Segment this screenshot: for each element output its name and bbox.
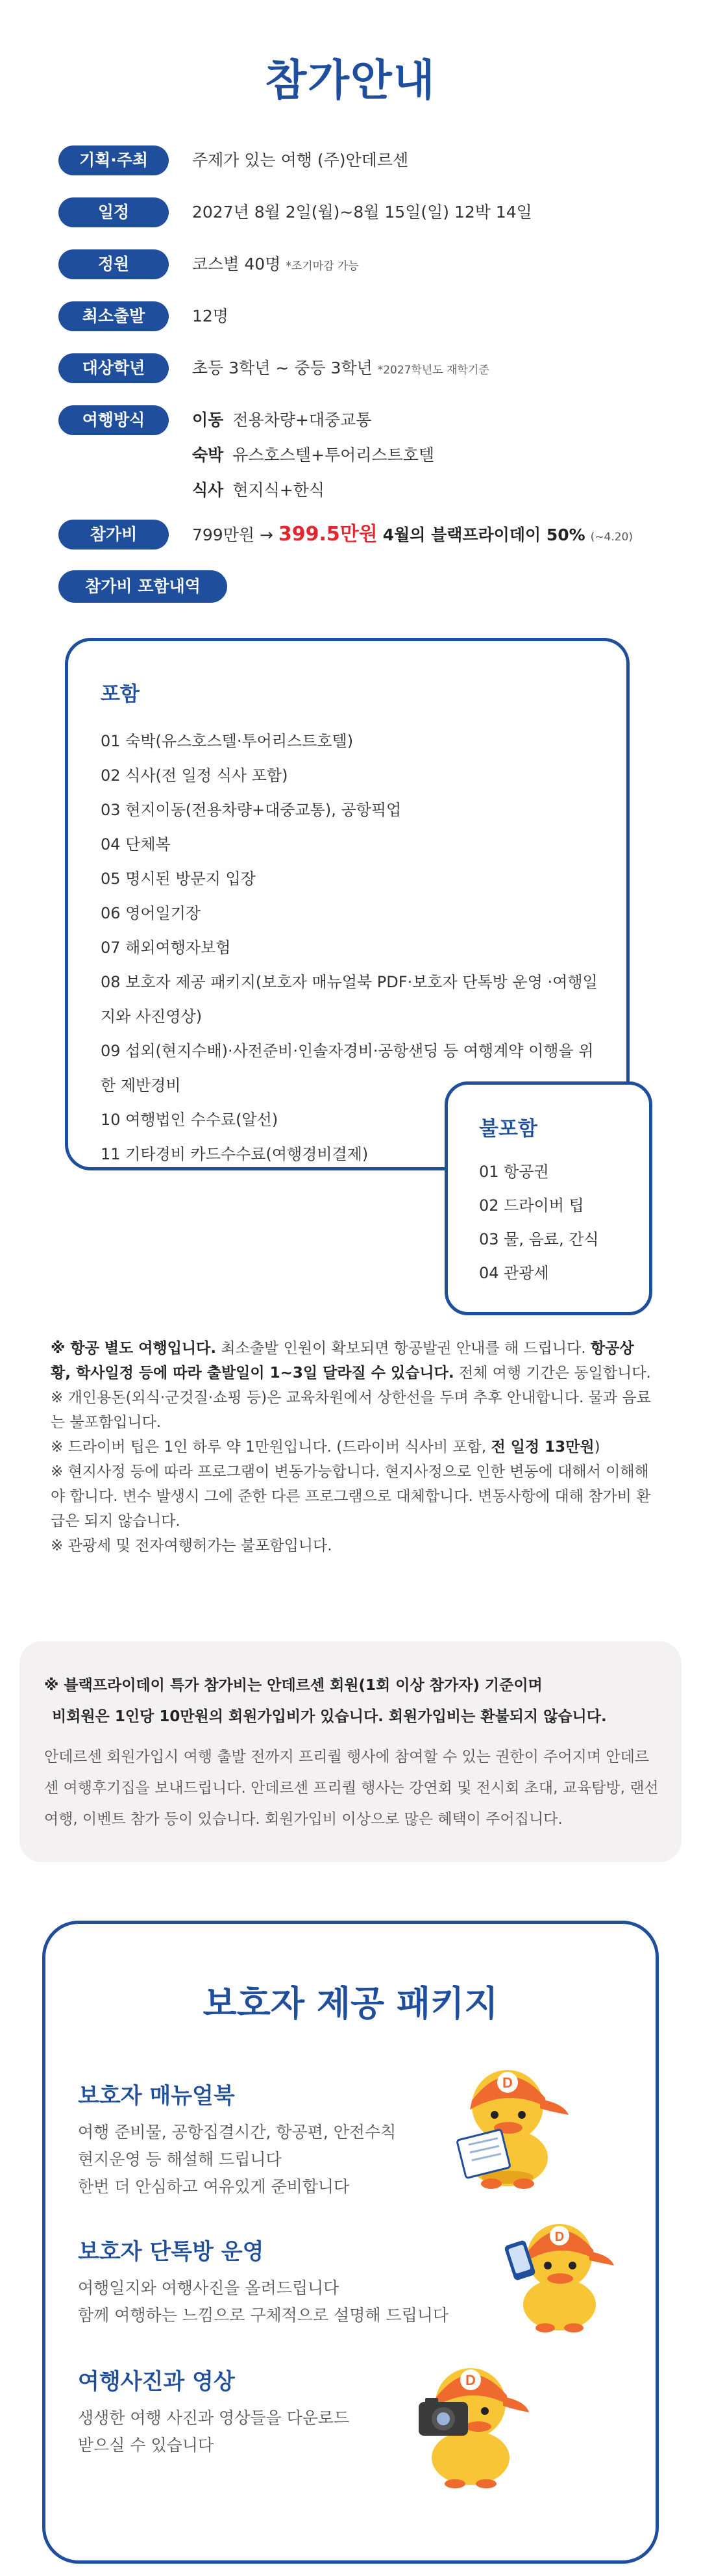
- value-target: [192, 353, 489, 385]
- label-fee: 참가비: [58, 520, 169, 549]
- list-item: 09 섭외(현지수배)·사전준비·인솔자경비·공항샌딩 등 여행계약 이행을 위한 제반경비: [101, 1042, 594, 1094]
- note-driver-tip: ※ 드라이버 팁은 1인 하루 약 1만원입니다. (드라이버 식사비 포함, 전 일정 13만원): [51, 1439, 600, 1456]
- included-title: 포함: [101, 683, 140, 706]
- section-body: 생생한 여행 사진과 영상들을 다운로드 받으실 수 있습니다: [78, 2408, 350, 2455]
- package-section-manual: [78, 2080, 396, 2201]
- black-friday-body: 안데르센 회원가입시 여행 출발 전까지 프리퀄 행사에 참여할 수 있는 권한이 주어지며 안데르센 여행후기집을 보내드립니다. 안데르센 프리퀄 행사는 강연회 및 전시회 초대, 교육탐방, 랜선여행, 이벤트 참가 등이 있습니다. 회원가입비 이상으로 많은 혜택이 주어집니다.: [44, 1749, 659, 1828]
- package-section-chat: [78, 2236, 449, 2329]
- black-friday-head: ※ 블랙프라이데이 특가 참가비는 안데르센 회원(1회 이상 참가자) 기준이며 비회원은 1인당 10만원의 회원가입비가 있습니다. 회원가입비는 환불되지 않습니다.: [44, 1677, 607, 1725]
- method-meal: 식사 현지식+한식: [192, 481, 325, 499]
- note-tourist-tax: ※ 관광세 및 전자여행허가는 불포함입니다.: [51, 1537, 332, 1554]
- section-heading: 여행사진과 영상: [78, 2369, 235, 2395]
- cap-letter: D: [502, 2075, 513, 2091]
- capacity-value: 코스별 40명: [192, 255, 281, 273]
- note-allowance: ※ 개인용돈(외식·군것질·쇼핑 등)은 교육차원에서 상한선을 두며 추후 안내합니다. 물과 음료는 불포함입니다.: [51, 1389, 651, 1431]
- method-move: 이동 전용차량+대중교통: [192, 410, 372, 429]
- list-item: 03 물, 음료, 간식: [479, 1230, 599, 1248]
- value-method: [192, 405, 434, 511]
- fee-original: 799만원 →: [192, 525, 273, 544]
- list-item: 04 관광세: [479, 1264, 549, 1282]
- label-minimum: 최소출발: [58, 301, 169, 331]
- fee-promo: 4월의 블랙프라이데이 50%: [382, 525, 585, 544]
- info-fee: [58, 520, 633, 552]
- excluded-title: 불포함: [479, 1117, 537, 1141]
- list-item: 03 현지이동(전용차량+대중교통), 공항픽업: [101, 801, 402, 819]
- list-item: 02 식사(전 일정 식사 포함): [101, 766, 288, 785]
- info-capacity: [58, 249, 359, 281]
- list-item: 08 보호자 제공 패키지(보호자 매뉴얼북 PDF·보호자 단톡방 운영 ·여행일지와 사진영상): [101, 973, 598, 1026]
- fee-sale: 399.5만원: [278, 523, 378, 546]
- duck-camera-icon: [406, 2346, 535, 2489]
- label-capacity: 정원: [58, 249, 169, 279]
- info-planning: [58, 145, 408, 175]
- duck-phone-icon: [500, 2203, 617, 2333]
- excluded-list: [479, 1155, 599, 1290]
- list-item: 10 여행법인 수수료(알선): [101, 1111, 278, 1129]
- label-target: 대상학년: [58, 353, 169, 383]
- package-box: [42, 1921, 659, 2564]
- value-capacity: [192, 249, 359, 281]
- excluded-box: [445, 1081, 652, 1315]
- section-heading: 보호자 단톡방 운영: [78, 2239, 264, 2265]
- section-heading: 보호자 매뉴얼북: [78, 2083, 235, 2109]
- value-fee: [192, 520, 633, 552]
- cap-letter: D: [554, 2230, 565, 2244]
- info-minimum: [58, 301, 228, 331]
- method-stay: 숙박 유스호스텔+투어리스트호텔: [192, 446, 435, 464]
- list-item: 02 드라이버 팁: [479, 1196, 584, 1215]
- value-schedule: 2027년 8월 2일(월)~8월 15일(일) 12박 14일: [192, 203, 532, 221]
- notes: [51, 1336, 651, 1558]
- page-title: 참가안내: [265, 55, 436, 105]
- list-item: 05 명시된 방문지 입장: [101, 870, 256, 888]
- package-section-photos: [78, 2366, 349, 2459]
- info-schedule: [58, 197, 532, 227]
- fee-until: (~4.20): [590, 531, 633, 544]
- capacity-note: *조기마감 가능: [286, 260, 359, 273]
- list-item: 01 숙박(유스호스텔·투어리스트호텔): [101, 732, 354, 750]
- target-note: *2027학년도 재학기준: [377, 364, 489, 377]
- label-method: 여행방식: [58, 405, 169, 435]
- label-planning: 기획·주최: [58, 145, 169, 175]
- value-minimum: 12명: [192, 307, 228, 325]
- list-item: 04 단체복: [101, 835, 171, 853]
- list-item: 06 영어일기장: [101, 904, 201, 922]
- list-item: 11 기타경비 카드수수료(여행경비결제): [101, 1145, 369, 1163]
- duck-reading-icon: [443, 2047, 572, 2190]
- list-item: 07 해외여행자보험: [101, 939, 231, 957]
- included-tag: 참가비 포함내역: [58, 570, 227, 603]
- cap-letter: D: [465, 2372, 476, 2388]
- note-flight: ※ 항공 별도 여행입니다. 최소출발 인원이 확보되면 항공발권 안내를 해 드립니다. 항공상황, 학사일정 등에 따라 출발일이 1~3일 달라질 수 있습니다. 전체 여행 기간은 동일합니다.: [51, 1340, 651, 1382]
- value-planning: 주제가 있는 여행 (주)안데르센: [192, 151, 409, 170]
- target-value: 초등 3학년 ~ 중등 3학년: [192, 359, 373, 377]
- info-target: [58, 353, 489, 385]
- label-schedule: 일정: [58, 197, 169, 227]
- black-friday-box: [19, 1641, 682, 1862]
- section-body: 여행 준비물, 공항집결시간, 항공편, 안전수칙 현지운영 등 해설해 드립니다 한번 더 안심하고 여유있게 준비합니다: [78, 2123, 397, 2196]
- list-item: 01 항공권: [479, 1163, 549, 1181]
- info-method: [58, 405, 434, 511]
- note-program-change: ※ 현지사정 등에 따라 프로그램이 변동가능합니다. 현지사정으로 인한 변동에 대해서 이해해야 합니다. 변수 발생시 그에 준한 다른 프로그램으로 대체합니다. 변동사항에 대해 참가비 환급은 되지 않습니다.: [51, 1463, 651, 1530]
- section-body: 여행일지와 여행사진을 올려드립니다 함께 여행하는 느낌으로 구체적으로 설명해 드립니다: [78, 2279, 449, 2325]
- package-title: 보호자 제공 패키지: [203, 1983, 498, 2024]
